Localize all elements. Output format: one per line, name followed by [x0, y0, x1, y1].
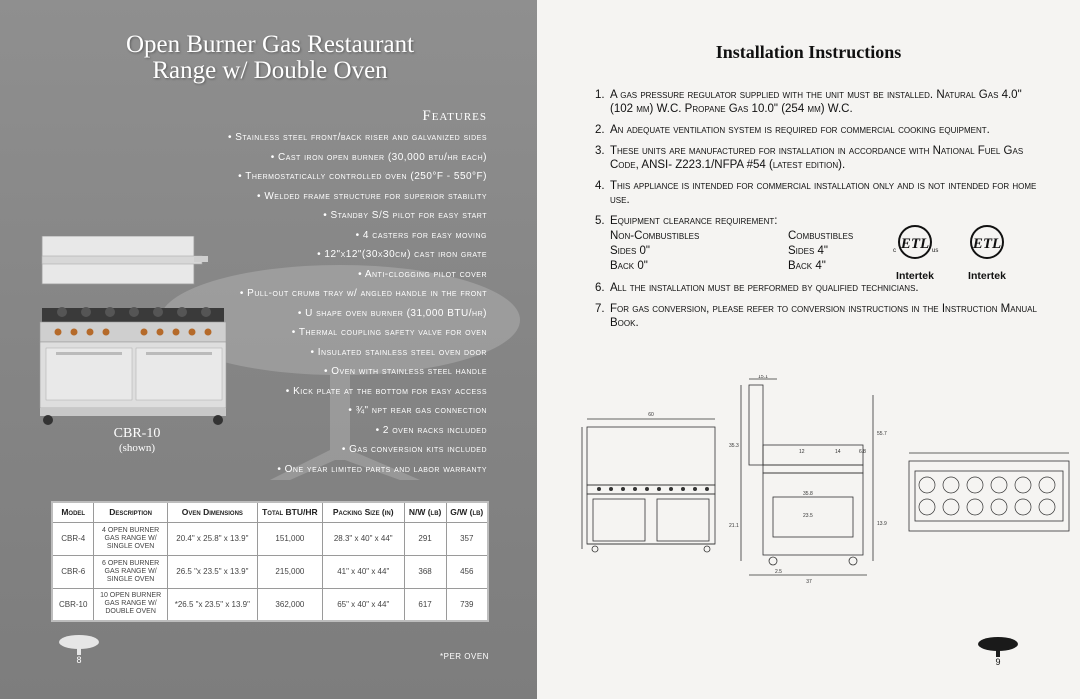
table-header: N/W (lb): [404, 502, 446, 522]
front-view-drawing: [582, 419, 715, 552]
dim-68: 6.8: [859, 449, 866, 455]
instruction-item: [595, 179, 1045, 207]
item-number: 4.: [595, 180, 605, 192]
instructions-list: [595, 88, 1045, 337]
model-caption: [92, 426, 182, 454]
item-text: For gas conversion, please refer to conversion instructions in the Instruction Manual Book.: [610, 303, 1037, 329]
dim-height-13: 13.9: [877, 521, 887, 527]
combustibles-back: Back 4": [788, 260, 826, 272]
table-row: [52, 522, 488, 555]
feature-item: • One year limited parts and labor warranty: [228, 460, 487, 480]
instruction-item: [595, 144, 1045, 172]
table-cell: 739: [446, 588, 488, 621]
instruction-item: [595, 88, 1045, 116]
dim-height-557: 55.7: [877, 431, 887, 437]
feature-item: • Pull-out crumb tray w/ angled handle in the front: [228, 284, 487, 304]
features-list: [228, 128, 487, 479]
table-cell: 26.5 "x 23.5" x 13.9": [167, 555, 257, 588]
dim-front-width: 60: [648, 412, 654, 418]
dim-height-353: 35.3: [729, 443, 739, 449]
dim-top-width: 15.1: [758, 375, 768, 380]
table-cell: 6 OPEN BURNER GAS RANGE W/ SINGLE OVEN: [94, 555, 167, 588]
dim-358: 35.8: [803, 491, 813, 497]
item-text: These units are manufactured for installation in accordance with National Fuel Gas Code, ANSI- Z223.1/NFPA #54 (latest edition).: [610, 145, 1024, 171]
feature-item: • Stainless steel front/back riser and galvanized sides: [228, 128, 487, 148]
instructions-title: Installation Instructions: [715, 42, 902, 62]
feature-item: • ¾" npt rear gas connection: [228, 401, 487, 421]
table-header: Oven Dimensions: [167, 502, 257, 522]
spec-table: [51, 501, 489, 622]
feature-item: • Cast iron open burner (30,000 btu/hr each): [228, 148, 487, 168]
table-cell: *26.5 "x 23.5" x 13.9": [167, 588, 257, 621]
table-cell: 28.3" x 40" x 44": [322, 522, 404, 555]
item-number: 1.: [595, 89, 605, 101]
item-number: 2.: [595, 124, 605, 136]
tree-logo-icon: [975, 636, 1021, 658]
dim-25: 2.5: [775, 569, 782, 575]
cert-label: Intertek: [968, 270, 1006, 282]
tree-logo-icon: [56, 634, 102, 656]
table-header-row: [52, 502, 488, 522]
table-row: [52, 555, 488, 588]
table-cell: 4 OPEN BURNER GAS RANGE W/ SINGLE OVEN: [94, 522, 167, 555]
etl-cert-c-us: [887, 222, 943, 282]
cert-mark: ETL: [900, 236, 930, 252]
page-number-left: [56, 634, 102, 668]
noncombustibles-back: Back 0": [610, 260, 648, 272]
noncombustibles-sides: Sides 0": [610, 245, 651, 257]
feature-item: • Anti-clogging pilot cover: [228, 265, 487, 285]
dim-height-211: 21.1: [729, 523, 739, 529]
feature-item: • Standby S/S pilot for easy start: [228, 206, 487, 226]
instruction-item: [595, 302, 1045, 330]
combustibles-sides: Sides 4": [788, 245, 829, 257]
features-heading: Features: [422, 108, 487, 124]
table-row: [52, 588, 488, 621]
feature-item: • 4 casters for easy moving: [228, 226, 487, 246]
feature-item: • 2 oven racks included: [228, 421, 487, 441]
instruction-item: [595, 123, 1045, 137]
page-number: 9: [995, 657, 1001, 667]
title-line-2: Range w/ Double Oven: [152, 57, 388, 84]
footnote: *PER OVEN: [440, 652, 489, 661]
dim-side-depth: 37: [806, 579, 812, 585]
table-cell: 456: [446, 555, 488, 588]
table-cell: 65" x 40" x 44": [322, 588, 404, 621]
table-header: Packing Size (in): [322, 502, 404, 522]
cert-us: us: [932, 248, 939, 254]
table-cell: CBR-4: [52, 522, 94, 555]
table-cell: CBR-10: [52, 588, 94, 621]
dim-14: 14: [835, 449, 841, 455]
left-page: [0, 0, 537, 699]
title-line-1: Open Burner Gas Restaurant: [125, 31, 415, 58]
etl-cert: [959, 222, 1015, 282]
noncombustibles-label: Non-Combustibles: [610, 230, 700, 242]
table-header: Description: [94, 502, 167, 522]
technical-drawings: [577, 375, 1077, 590]
side-view-drawing: [741, 379, 873, 575]
model-caption-sub: (shown): [118, 442, 156, 454]
table-cell: 20.4" x 25.8" x 13.9": [167, 522, 257, 555]
certification-marks: [887, 222, 1017, 282]
dim-235: 23.5: [803, 513, 813, 519]
item-number: 7.: [595, 303, 605, 315]
cert-c: c: [893, 248, 896, 254]
table-cell: 617: [404, 588, 446, 621]
feature-item: • Insulated stainless steel oven door: [228, 343, 487, 363]
feature-item: • Thermostatically controlled oven (250°F - 550°F): [228, 167, 487, 187]
item-text: All the installation must be performed by qualified technicians.: [610, 282, 919, 294]
item-text: A gas pressure regulator supplied with the unit must be installed. Natural Gas 4.0" (102 mm) W.C. Propane Gas 10.0" (254 mm) W.C.: [610, 89, 1022, 115]
feature-item: • Kick plate at the bottom for easy access: [228, 382, 487, 402]
feature-item: • Gas conversion kits included: [228, 440, 487, 460]
item-text: An adequate ventilation system is required for commercial cooking equipment.: [610, 124, 990, 136]
item-number: 6.: [595, 282, 605, 294]
feature-item: • U shape oven burner (31,000 BTU/hr): [228, 304, 487, 324]
table-cell: 151,000: [257, 522, 322, 555]
etl-icon: [959, 222, 1015, 266]
item-number: 3.: [595, 145, 605, 157]
feature-item: • Oven with stainless steel handle: [228, 362, 487, 382]
table-header: Total BTU/HR: [257, 502, 322, 522]
range-product-image: [34, 236, 230, 426]
cert-label: Intertek: [896, 270, 934, 282]
table-cell: 41" x 40" x 44": [322, 555, 404, 588]
page-number: 8: [76, 655, 82, 665]
table-cell: 362,000: [257, 588, 322, 621]
table-cell: 357: [446, 522, 488, 555]
instruction-item: [595, 281, 1045, 295]
model-caption-name: CBR-10: [113, 426, 161, 441]
feature-item: • 12"x12"(30x30cm) cast iron grate: [228, 245, 487, 265]
dim-12: 12: [799, 449, 805, 455]
table-cell: 215,000: [257, 555, 322, 588]
table-header: G/W (lb): [446, 502, 488, 522]
item-text: This appliance is intended for commercial installation only and is not intended for home use.: [610, 180, 1037, 206]
table-cell: 291: [404, 522, 446, 555]
cert-mark: ETL: [972, 236, 1002, 252]
table-header: Model: [52, 502, 94, 522]
feature-item: • Welded frame structure for superior stability: [228, 187, 487, 207]
table-cell: 10 OPEN BURNER GAS RANGE W/ DOUBLE OVEN: [94, 588, 167, 621]
etl-c-us-icon: [887, 222, 943, 266]
page-number-right: [975, 636, 1021, 670]
feature-item: • Thermal coupling safety valve for oven: [228, 323, 487, 343]
right-page: [537, 0, 1080, 699]
table-cell: CBR-6: [52, 555, 94, 588]
item-text: Equipment clearance requirement:: [610, 215, 778, 227]
page-title: [40, 32, 500, 84]
top-view-drawing: [909, 453, 1069, 531]
item-number: 5.: [595, 215, 605, 227]
table-cell: 368: [404, 555, 446, 588]
combustibles-label: Combustibles: [788, 230, 854, 242]
